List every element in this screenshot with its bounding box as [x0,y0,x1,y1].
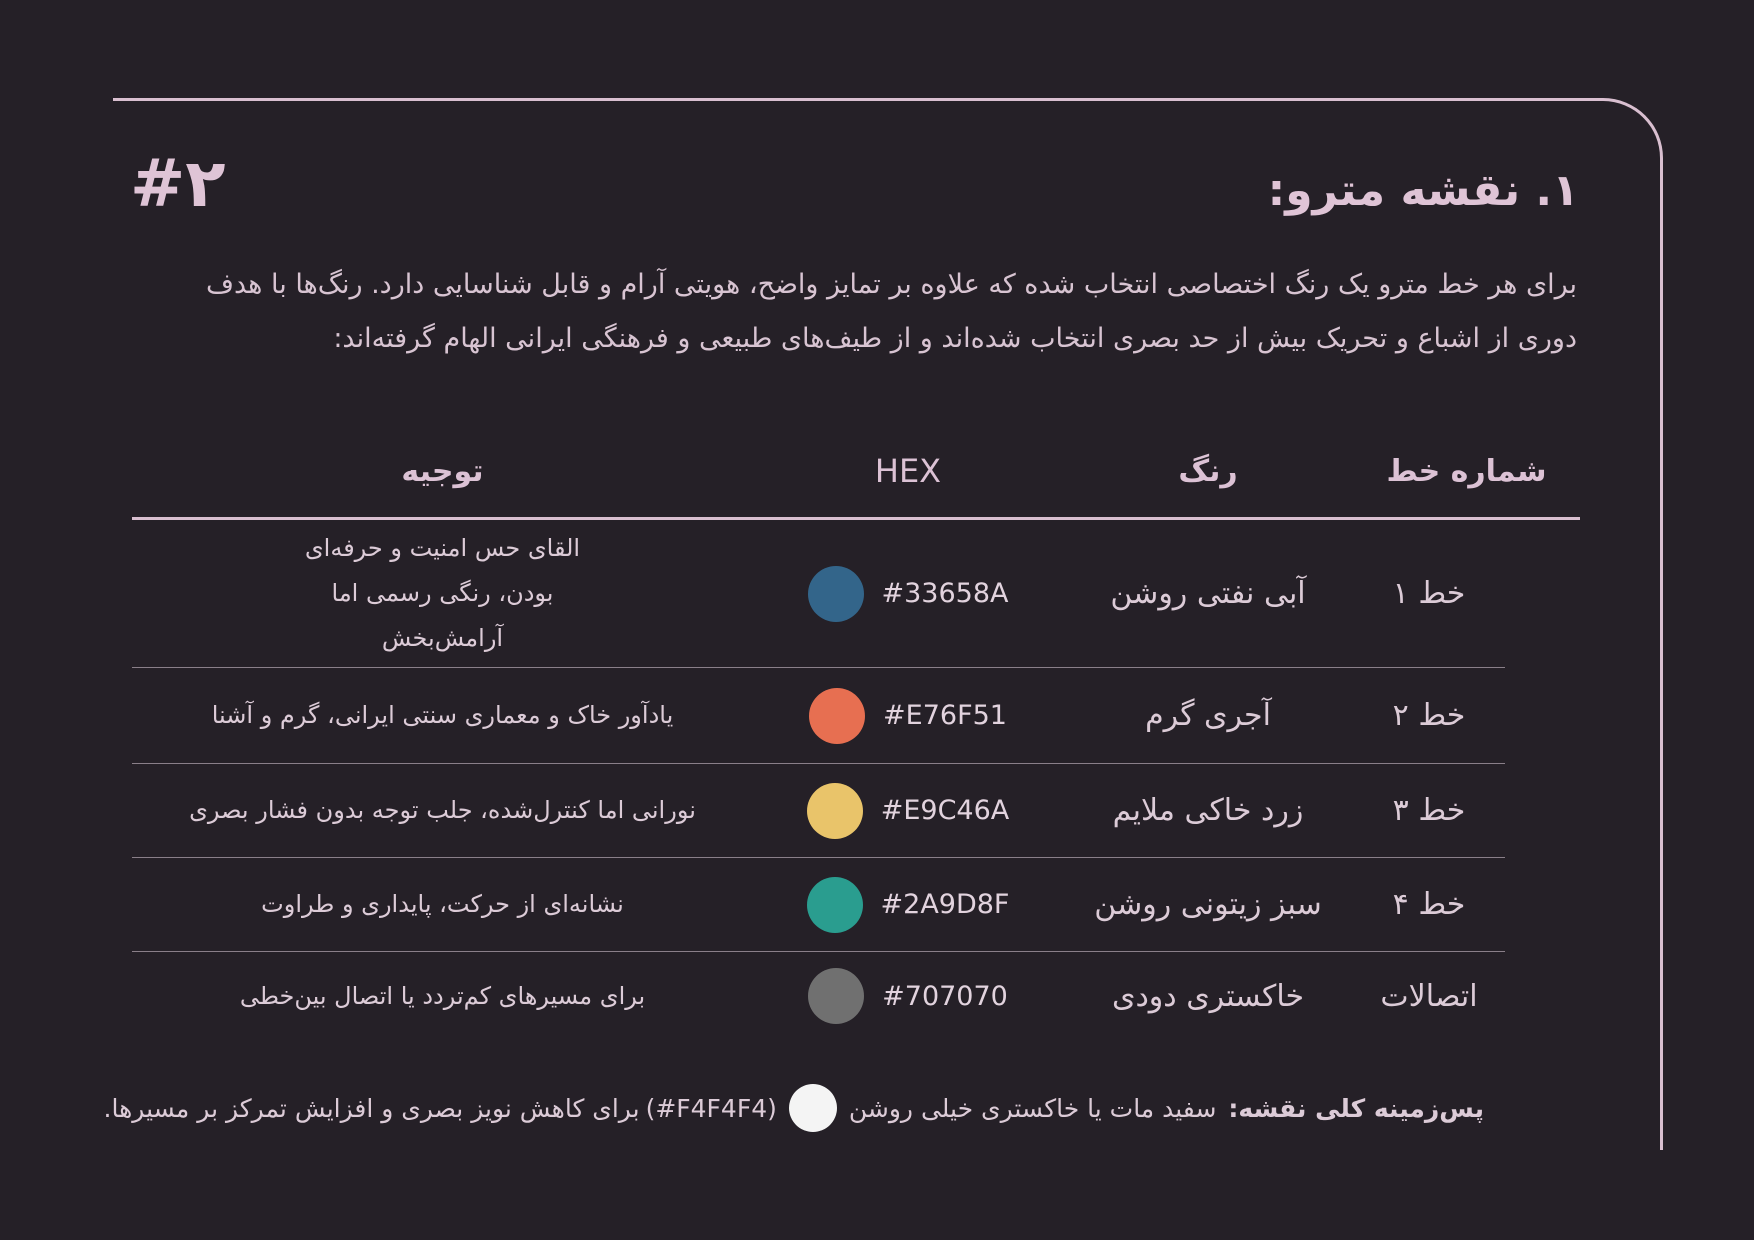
hex-code: #707070 [882,980,1008,1012]
table-header [132,425,1580,520]
color-name: آجری گرم [1145,698,1271,733]
page-number: #۲ [130,145,226,222]
hex-code: #33658A [881,578,1009,609]
color-name: زرد خاکی ملایم [1112,793,1304,828]
header-hex: HEX [874,452,942,490]
color-name: سبز زیتونی روشن [1094,887,1322,922]
footnote-label: پس‌زمینه کلی نقشه: [1228,1093,1484,1123]
hex-code: #E76F51 [883,700,1007,731]
header-color: رنگ [1178,453,1238,489]
color-name: آبی نفتی روشن [1110,576,1306,611]
hex-code: #E9C46A [880,795,1010,826]
color-swatch [808,566,864,622]
color-swatch [809,688,865,744]
line-number: خط ۲ [1392,698,1466,733]
color-swatch [807,783,863,839]
reason-text: نورانی اما کنترل‌شده، جلب توجه بدون فشار بصری [189,796,696,824]
intro-paragraph: برای هر خط مترو یک رنگ اختصاصی انتخاب شده که علاوه بر تمایز واضح، هویتی آرام و قابل شناسایی دارد. رنگ‌ها با هدف دوری از اشباع و تحریک بیش از حد بصری انتخاب شده‌اند و از طیف‌های طبیعی و فرهنگی ایرانی الهام گرفته‌اند: [206,269,1577,354]
section-title: ۱. نقشه مترو: [1267,165,1579,216]
table-body [132,520,1505,1040]
table-row [132,952,1505,1040]
line-number: اتصالات [1380,978,1478,1014]
footnote-text-after: برای کاهش نویز بصری و افزایش تمرکز بر مسیرها. [103,1093,640,1123]
hex-cell [753,968,1063,1024]
hex-cell [753,566,1063,622]
line-number: خط ۳ [1392,793,1466,828]
map-background-note [104,1084,1484,1132]
hex-cell [753,877,1063,933]
color-swatch [807,877,863,933]
line-number: خط ۴ [1392,887,1466,922]
header-reason: توجیه [401,453,484,489]
table-row [132,520,1505,668]
reason-text: یادآور خاک و معماری سنتی ایرانی، گرم و آشنا [211,701,674,729]
table-row [132,858,1505,952]
footnote-text-before: سفید مات یا خاکستری خیلی روشن [848,1093,1217,1123]
hex-cell [753,688,1063,744]
reason-text: برای مسیرهای کم‌تردد یا اتصال بین‌خطی [239,981,646,1010]
metro-colors-table [132,425,1580,1040]
line-number: خط ۱ [1392,576,1466,611]
background-color-swatch [789,1084,837,1132]
hex-code: #2A9D8F [880,889,1010,920]
table-row [132,668,1505,764]
header-line-number: شماره خط [1386,453,1547,489]
color-name: خاکستری دودی [1111,978,1305,1014]
reason-text: القای حس امنیت و حرفه‌ای بودن، رنگی رسمی اما آرامش‌بخش [304,534,581,652]
reason-text: نشانه‌ای از حرکت، پایداری و طراوت [261,890,624,918]
color-swatch [808,968,864,1024]
hex-cell [753,783,1063,839]
table-row [132,764,1505,858]
footnote-hex: (#F4F4F4) [645,1093,777,1123]
